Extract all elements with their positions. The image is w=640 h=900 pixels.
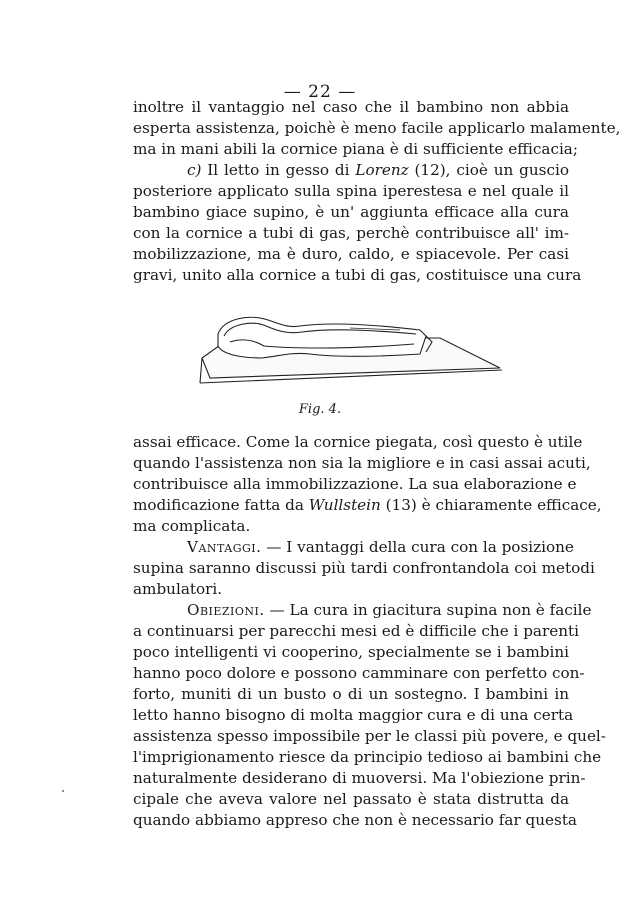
figure-caption: Fig. 4. — [298, 402, 342, 417]
text-line — [133, 495, 602, 516]
text-block-top — [133, 97, 621, 286]
page-speck — [62, 790, 64, 792]
text-span: (13) è chiaramente efficace, — [380, 496, 602, 514]
text-span: (12), cioè un guscio — [408, 161, 569, 179]
author-name: Wullstein — [308, 496, 381, 514]
text-line: ambulatori. — [133, 580, 223, 598]
text-line: esperta assistenza, poichè è meno facile applicarlo malamente, — [133, 119, 621, 137]
text-line: con la cornice a tubi di gas, perchè contribuisce all' im- — [133, 224, 569, 242]
paragraph-c-first-line — [133, 160, 569, 181]
text-line: a continuarsi per parecchi mesi ed è difficile che i parenti — [133, 622, 579, 640]
text-line: cipale che aveva valore nel passato è stata distrutta da — [133, 790, 569, 808]
text-line: l'imprigionamento riesce da principio tedioso ai bambini che — [133, 748, 602, 766]
text-line: naturalmente desiderano di muoversi. Ma l'obiezione prin- — [133, 769, 586, 787]
item-label: c) — [187, 161, 202, 179]
text-line: mobilizzazione, ma è duro, caldo, e spiacevole. Per casi — [133, 245, 569, 263]
paragraph-obiezioni-first-line — [133, 600, 592, 621]
author-name: Lorenz — [355, 161, 409, 179]
text-span: Il letto in gesso di — [201, 161, 356, 179]
page-number: — 22 — — [283, 82, 357, 102]
text-block-bottom — [133, 432, 606, 831]
text-line: hanno poco dolore e possono camminare con perfetto con- — [133, 664, 585, 682]
text-line: inoltre il vantaggio nel caso che il bambino non abbia — [133, 98, 569, 116]
text-span: — I vantaggi della cura con la posizione — [261, 538, 574, 556]
text-line: quando l'assistenza non sia la migliore e in casi assai acuti, — [133, 454, 591, 472]
text-line: ma in mani abili la cornice piana è di sufficiente efficacia; — [133, 140, 578, 158]
text-line: assistenza spesso impossibile per le classi più povere, e quel- — [133, 727, 606, 745]
section-heading: Obiezioni. — [187, 601, 265, 619]
text-line: posteriore applicato sulla spina iperestesa e nel quale il — [133, 182, 569, 200]
text-line: poco intelligenti vi cooperino, specialmente se i bambini — [133, 643, 569, 661]
text-line: assai efficace. Come la cornice piegata, così questo è utile — [133, 433, 583, 451]
text-line: forto, muniti di un busto o di un sostegno. I bambini in — [133, 685, 569, 703]
text-line: letto hanno bisogno di molta maggior cura e di una certa — [133, 706, 574, 724]
text-line: bambino giace supino, è un' aggiunta efficace alla cura — [133, 203, 569, 221]
section-heading: Vantaggi. — [187, 538, 262, 556]
text-span: — La cura in giacitura supina non è facile — [264, 601, 592, 619]
text-span: modificazione fatta da — [133, 496, 309, 514]
text-line: supina saranno discussi più tardi confrontandola coi metodi — [133, 559, 595, 577]
text-line: gravi, unito alla cornice a tubi di gas, costituisce una cura — [133, 266, 582, 284]
text-line: ma complicata. — [133, 517, 251, 535]
text-line: contribuisce alla immobilizzazione. La sua elaborazione e — [133, 475, 577, 493]
paragraph-vantaggi-first-line — [133, 537, 574, 558]
text-line: quando abbiamo appreso che non è necessario far questa — [133, 811, 577, 829]
figure-plaster-bed — [190, 308, 510, 398]
